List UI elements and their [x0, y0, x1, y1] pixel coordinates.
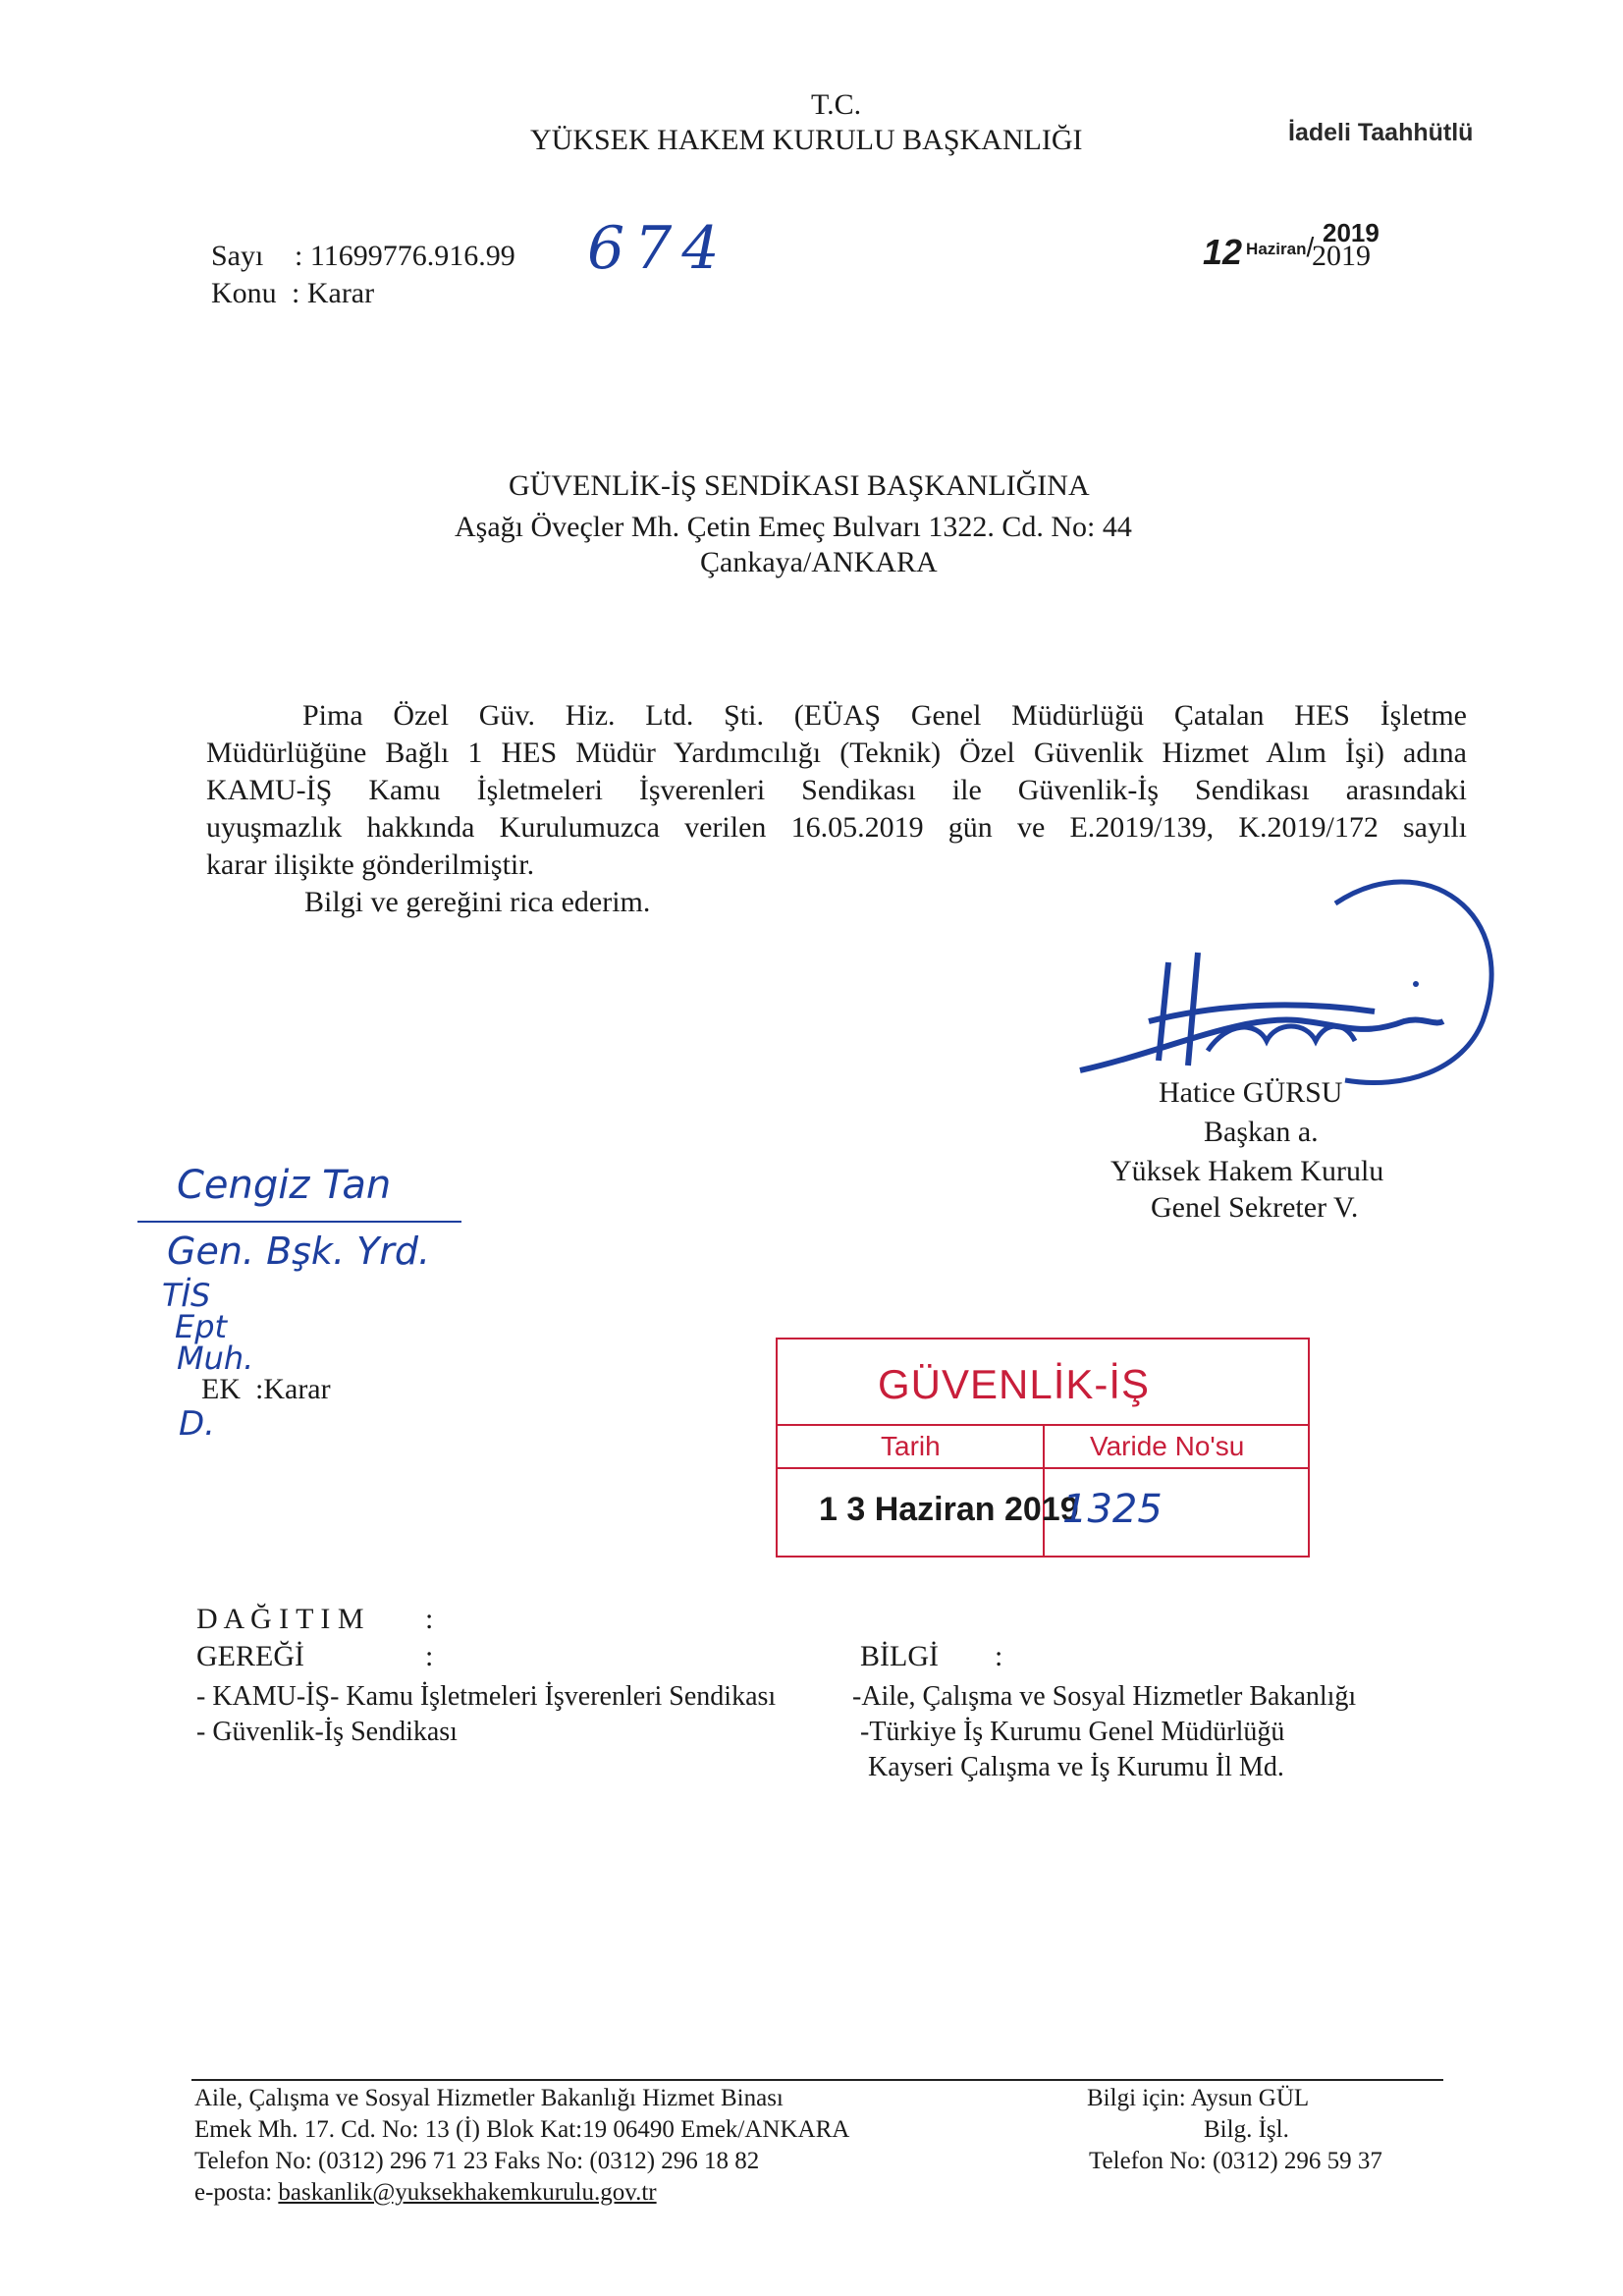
body-line-3: KAMU-İŞ Kamu İşletmeleri İşverenleri Sendikası ile Güvenlik-İş Sendikası arasındaki — [206, 774, 1467, 806]
handwritten-note-title: Gen. Bşk. Yrd. — [167, 1230, 431, 1273]
date-stamp-month: Haziran — [1246, 240, 1307, 258]
footer-email-link[interactable]: baskanlik@yuksekhakemkurulu.gov.tr — [278, 2179, 657, 2206]
sayi-value: : 11699776.916.99 — [295, 240, 515, 272]
recipient-address: Aşağı Öveçler Mh. Çetin Emeç Bulvarı 1322. Cd. No: 44 — [455, 511, 1132, 543]
gereg-item-1: - KAMU-İŞ- Kamu İşletmeleri İşverenleri Sendikası — [196, 1681, 777, 1712]
body-line-1: Pima Özel Güv. Hiz. Ltd. Şti. (EÜAŞ Genel Müdürlüğü Çatalan HES İşletme — [302, 699, 1467, 732]
signatory-title-2: Yüksek Hakem Kurulu — [1110, 1155, 1384, 1187]
bilgi-item-1: -Aile, Çalışma ve Sosyal Hizmetler Bakanlığı — [852, 1681, 1357, 1712]
date-suffix: 2019 — [1312, 240, 1371, 272]
date-stamp — [1203, 218, 1380, 273]
date-stamp-slash: / — [1306, 232, 1315, 262]
footer-contact-person: Bilgi için: Aysun GÜL — [1087, 2085, 1310, 2111]
attachment-label: EK — [201, 1373, 241, 1405]
received-stamp-date-header: Tarih — [881, 1431, 941, 1461]
footer-divider — [191, 2079, 1443, 2081]
signatory-title-3: Genel Sekreter V. — [1151, 1191, 1359, 1224]
bilgi-label: BİLGİ — [860, 1640, 939, 1672]
konu-value: : Karar — [292, 277, 375, 309]
footer-contact-phone: Telefon No: (0312) 296 59 37 — [1089, 2148, 1382, 2174]
gereg-label: GEREĞİ — [196, 1640, 304, 1672]
konu-label: Konu — [211, 277, 277, 309]
recipient-city: Çankaya/ANKARA — [700, 546, 938, 578]
handwritten-reference-number: 674 — [587, 214, 730, 283]
handwritten-note-4: Ept — [175, 1308, 228, 1345]
date-stamp-year: 2019 — [1323, 218, 1380, 247]
handwritten-note-3: TİS — [162, 1277, 211, 1314]
received-stamp-date: 1 3 Haziran 2019 — [819, 1491, 1079, 1528]
body-line-2: Müdürlüğüne Bağlı 1 HES Müdür Yardımcılığı (Teknik) Özel Güvenlik Hizmet Alım İşi) adına — [206, 737, 1467, 769]
header-tc: T.C. — [811, 88, 862, 121]
signatory-title-1: Başkan a. — [1204, 1116, 1319, 1148]
distribution-title: D A Ğ I T I M — [196, 1603, 364, 1635]
footer-address-2: Emek Mh. 17. Cd. No: 13 (İ) Blok Kat:19 06490 Emek/ANKARA — [194, 2116, 850, 2143]
received-stamp-number-header: Varide No'su — [1090, 1431, 1245, 1461]
received-stamp-org: GÜVENLİK-İŞ — [878, 1361, 1151, 1407]
received-stamp — [776, 1338, 1310, 1558]
footer-email-label: e-posta: — [194, 2179, 279, 2206]
body-line-4: uyuşmazlık hakkında Kurulumuzca verilen 16.05.2019 gün ve E.2019/139, K.2019/172 sayılı — [206, 811, 1467, 844]
body-line-5: karar ilişikte gönderilmiştir. — [206, 848, 535, 881]
footer-phone: Telefon No: (0312) 296 71 23 Faks No: (0312) 296 18 82 — [194, 2148, 760, 2174]
handwritten-note-6: D. — [179, 1404, 215, 1444]
distribution-colon: : — [425, 1603, 434, 1635]
body-closing: Bilgi ve gereğini rica ederim. — [304, 886, 651, 918]
received-stamp-header-row — [778, 1339, 1308, 1426]
signatory-name: Hatice GÜRSU — [1159, 1076, 1343, 1109]
received-stamp-number: 1325 — [1062, 1487, 1163, 1532]
handwritten-note-5: Muh. — [177, 1339, 254, 1377]
delivery-note-stamp: İadeli Taahhütlü — [1288, 119, 1474, 146]
bilgi-item-3: Kayseri Çalışma ve İş Kurumu İl Md. — [868, 1752, 1284, 1782]
bilgi-item-2: -Türkiye İş Kurumu Genel Müdürlüğü — [860, 1717, 1285, 1747]
received-stamp-divider — [1043, 1424, 1045, 1556]
gereg-colon: : — [425, 1640, 434, 1672]
footer-email-line — [194, 2177, 657, 2209]
header-institution: YÜKSEK HAKEM KURULU BAŞKANLIĞI — [530, 124, 1083, 156]
sayi-label: Sayı — [211, 240, 264, 272]
gereg-item-2: - Güvenlik-İş Sendikası — [196, 1717, 458, 1747]
attachment-value: :Karar — [255, 1373, 331, 1405]
bilgi-colon: : — [995, 1640, 1003, 1672]
date-stamp-day: 12 — [1203, 232, 1243, 272]
footer-address-1: Aile, Çalışma ve Sosyal Hizmetler Bakanlığı Hizmet Binası — [194, 2085, 784, 2111]
handwritten-underline — [137, 1221, 461, 1223]
signature-scribble — [1051, 854, 1512, 1110]
footer-contact-role: Bilg. İşl. — [1204, 2116, 1289, 2143]
handwritten-note-name: Cengiz Tan — [177, 1163, 392, 1208]
recipient-name: GÜVENLİK-İŞ SENDİKASI BAŞKANLIĞINA — [509, 469, 1090, 502]
